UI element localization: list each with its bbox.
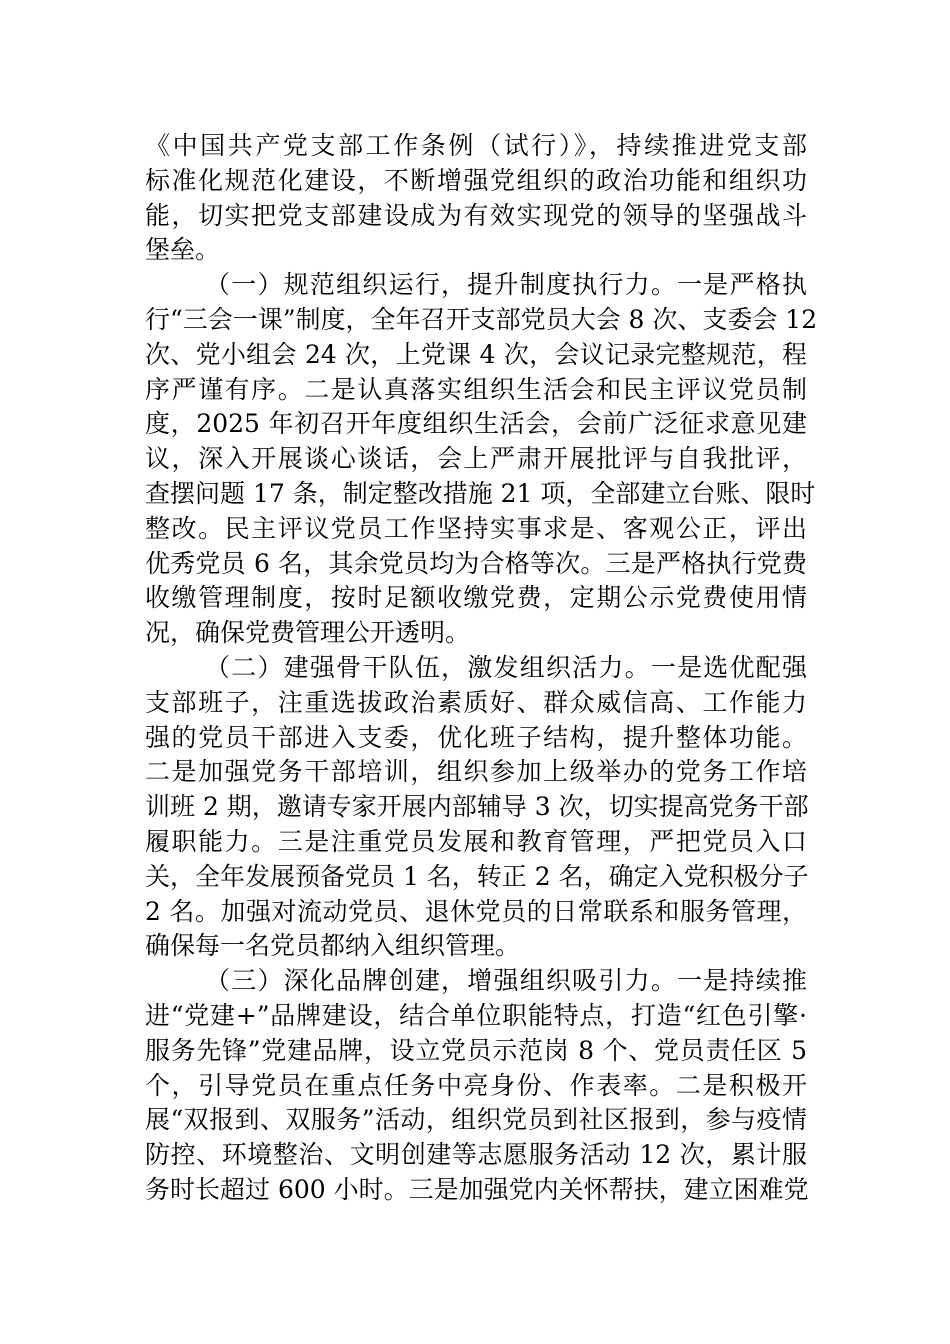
text-line: 履职能力。三是注重党员发展和教育管理，严把党员入口 (145, 826, 807, 856)
paragraph-section-2 (145, 651, 807, 964)
section-heading-line: （二）建强骨干队伍，激发组织活力。一是选优配强 (205, 652, 807, 682)
text-line: 标准化规范化建设，不断增强党组织的政治功能和组织功 (145, 165, 807, 195)
text-line: 能，切实把党支部建设成为有效实现党的领导的坚强战斗 (145, 200, 807, 230)
section-heading-line: （三）深化品牌创建，增强组织吸引力。一是持续推 (205, 966, 807, 996)
text-line: 二是加强党务干部培训，组织参加上级举办的党务工作培 (145, 757, 807, 787)
text-line: 况，确保党费管理公开透明。 (145, 618, 471, 648)
text-line: 议，深入开展谈心谈话，会上严肃开展批评与自我批评， (145, 444, 807, 474)
text-line: 务时长超过 600 小时。三是加强党内关怀帮扶，建立困难党 (145, 1174, 809, 1204)
text-line: 防控、环境整治、文明创建等志愿服务活动 12 次，累计服 (145, 1140, 807, 1170)
text-line: 进“党建+”品牌建设，结合单位职能特点，打造“红色引擎· (145, 1000, 807, 1030)
paragraph-section-1 (145, 268, 818, 651)
section-heading-line: （一）规范组织运行，提升制度执行力。一是严格执 (205, 270, 807, 300)
text-line: 服务先锋”党建品牌，设立党员示范岗 8 个、党员责任区 5 (145, 1035, 807, 1065)
document-page (145, 129, 818, 1208)
text-line: 强的党员干部进入支委，优化班子结构，提升整体功能。 (145, 722, 807, 752)
text-line: 展“双报到、双服务”活动，组织党员到社区报到，参与疫情 (145, 1105, 807, 1135)
text-line: 行“三会一课”制度，全年召开支部党员大会 8 次、支委会 12 (145, 304, 818, 334)
text-line: 《中国共产党支部工作条例（试行）》，持续推进党支部 (145, 131, 807, 160)
text-line: 度，2025 年初召开年度组织生活会，会前广泛征求意见建 (145, 409, 807, 439)
text-line: 查摆问题 17 条，制定整改措施 21 项，全部建立台账、限时 (145, 478, 816, 508)
text-line: 2 名。加强对流动党员、退休党员的日常联系和服务管理， (145, 896, 807, 926)
text-line: 个，引导党员在重点任务中亮身份、作表率。二是积极开 (145, 1070, 807, 1100)
text-line: 堡垒。 (145, 235, 221, 265)
text-line: 关，全年发展预备党员 1 名，转正 2 名，确定入党积极分子 (145, 861, 809, 891)
text-line: 整改。民主评议党员工作坚持实事求是、客观公正，评出 (145, 513, 807, 543)
text-line: 确保每一名党员都纳入组织管理。 (145, 931, 521, 961)
text-line: 支部班子，注重选拔政治素质好、群众威信高、工作能力 (145, 687, 807, 717)
text-line: 序严谨有序。二是认真落实组织生活会和民主评议党员制 (145, 374, 807, 404)
text-line: 次、党小组会 24 次，上党课 4 次，会议记录完整规范，程 (145, 339, 807, 369)
paragraph-section-3 (145, 964, 807, 1208)
text-line: 训班 2 期，邀请专家开展内部辅导 3 次，切实提高党务干部 (145, 792, 809, 822)
paragraph-intro (145, 129, 807, 268)
text-line: 优秀党员 6 名，其余党员均为合格等次。三是严格执行党费 (145, 548, 807, 578)
text-line: 收缴管理制度，按时足额收缴党费，定期公示党费使用情 (145, 583, 807, 613)
